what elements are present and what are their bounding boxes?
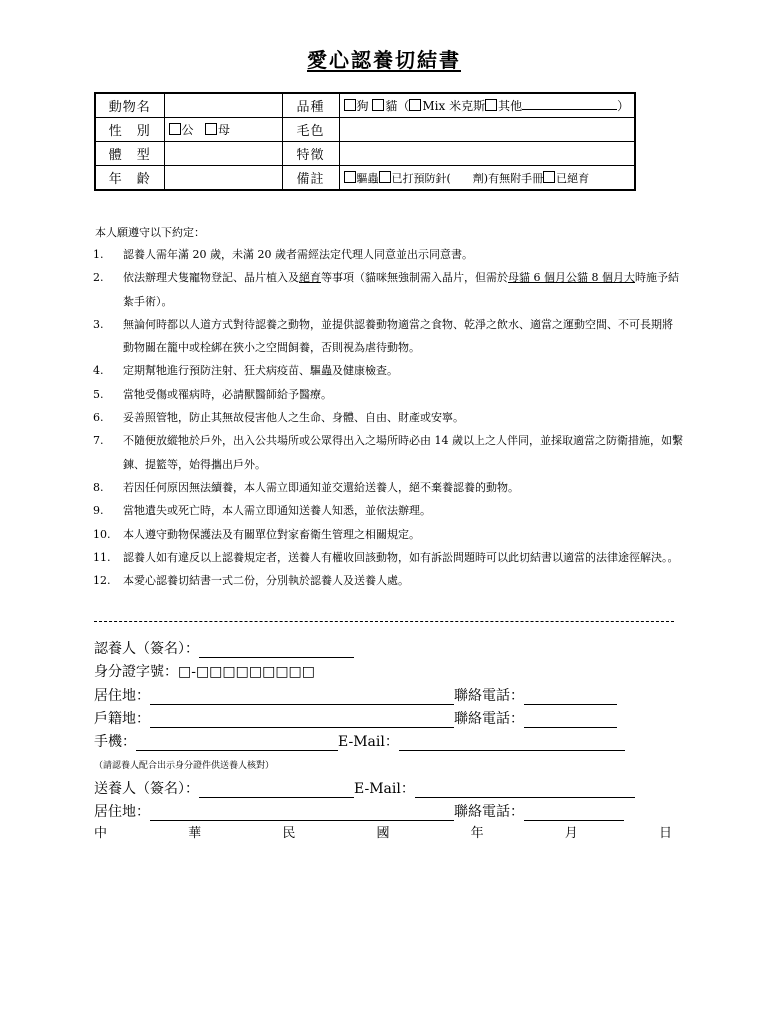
body-type-field[interactable] — [164, 142, 282, 166]
other-checkbox[interactable] — [485, 99, 497, 111]
female-checkbox[interactable] — [205, 123, 217, 135]
deworm-checkbox[interactable] — [344, 171, 356, 183]
rule-item: 10. 本人遵守動物保護法及有關單位對家畜衛生管理之相關規定。 — [93, 527, 420, 541]
adopter-signature-field[interactable] — [199, 643, 354, 658]
date-char: 年 — [470, 826, 484, 841]
id-number-boxes[interactable]: □-□□□□□□□□□ — [178, 664, 316, 680]
adopter-phone-field[interactable] — [524, 690, 617, 705]
remarks-field: 驅蟲 已打預防針( 劑)有無附手冊 已絕育 — [339, 166, 635, 191]
rule-item: 3. 無論何時都以人道方式對待認養之動物，並提供認養動物適當之食物、乾淨之飲水、適當之運動空間、不可長期將動物關在籠中或栓綁在狹小之空間飼養，否則視為虐待動物。 — [93, 317, 673, 355]
adopter-address-field[interactable] — [150, 690, 454, 705]
date-char: 月 — [564, 826, 578, 841]
breed-field: 狗 貓（ Mix 米克斯 其他 ） — [339, 93, 635, 118]
date-char: 日 — [658, 826, 672, 841]
sender-address-row: 居住地： 聯絡電話： — [94, 801, 624, 821]
date-char: 中 — [94, 826, 108, 841]
fur-color-field[interactable] — [339, 118, 635, 142]
document-title: 愛心認養切結書 — [307, 48, 461, 72]
other-breed-line[interactable] — [522, 109, 617, 110]
rule-item: 4. 定期幫牠進行預防注射、狂犬病疫苗、驅蟲及健康檢查。 — [93, 364, 398, 378]
features-label: 特徵 — [282, 142, 339, 166]
rule-item: 2. 依法辦理犬隻寵物登記、晶片植入及絕育等事項（貓咪無強制需入晶片，但需於母貓 6 個月公貓 8 個月大時施予結紮手術）。 — [93, 271, 679, 308]
rule-item: 9. 當牠遺失或死亡時，本人需立即通知送養人知悉，並依法辦理。 — [93, 504, 431, 518]
sender-phone-field[interactable] — [524, 806, 624, 821]
rule-item: 6. 妥善照管牠，防止其無故侵害他人之生命、身體、自由、財產或安寧。 — [93, 411, 464, 425]
adopter-email-field[interactable] — [399, 736, 625, 751]
rule-item: 1. 認養人需年滿 20 歲，未滿 20 歲者需經法定代理人同意並出示同意書。 — [93, 248, 473, 261]
body-type-label: 體 型 — [95, 142, 164, 166]
sender-address-field[interactable] — [150, 806, 454, 821]
adopter-mobile-row: 手機： E-Mail： — [94, 731, 625, 751]
animal-name-label: 動物名 — [95, 93, 164, 118]
dog-checkbox[interactable] — [344, 99, 356, 111]
mix-checkbox[interactable] — [409, 99, 421, 111]
sender-signature-field[interactable] — [199, 783, 354, 798]
adopter-registered-address-field[interactable] — [150, 713, 454, 728]
sender-sign-row: 送養人（簽名）： E-Mail： — [94, 778, 635, 798]
age-field[interactable] — [164, 166, 282, 191]
adopter-sign-row: 認養人（簽名）： — [94, 638, 354, 658]
animal-name-field[interactable] — [164, 93, 282, 118]
male-checkbox[interactable] — [169, 123, 181, 135]
adopter-mobile-field[interactable] — [136, 736, 338, 751]
gender-field: 公 母 — [164, 118, 282, 142]
neutered-checkbox[interactable] — [543, 171, 555, 183]
rules-list — [93, 243, 683, 592]
rule-item: 11. 認養人如有違反以上認養規定者，送養人有權收回該動物，如有訴訟問題時可以此切結書以適當的法律途徑解決。。 — [93, 550, 679, 564]
rule-item: 7. 不隨便放縱牠於戶外，出入公共場所或公眾得出入之場所時必由 14 歲以上之人伴同，並採取適當之防衛措施，如繫鍊、提籃等，始得攜出戶外。 — [93, 434, 683, 471]
adopter-registered-row: 戶籍地： 聯絡電話： — [94, 708, 617, 728]
sender-email-field[interactable] — [415, 783, 635, 798]
fur-color-label: 毛色 — [282, 118, 339, 142]
adopter-registered-phone-field[interactable] — [524, 713, 617, 728]
id-check-note: （請認養人配合出示身分證件供送養人核對） — [94, 761, 275, 771]
date-char: 國 — [376, 826, 390, 841]
remarks-label: 備註 — [282, 166, 339, 191]
cat-checkbox[interactable] — [372, 99, 384, 111]
adopter-address-row: 居住地： 聯絡電話： — [94, 685, 617, 705]
cut-line-divider — [94, 621, 674, 622]
age-label: 年 齡 — [95, 166, 164, 191]
adopter-id-row: 身分證字號：□-□□□□□□□□□ — [94, 664, 316, 680]
vaccine-checkbox[interactable] — [379, 171, 391, 183]
intro-text: 本人願遵守以下約定： — [95, 226, 205, 239]
date-char: 民 — [282, 826, 296, 841]
date-char: 華 — [188, 826, 202, 841]
rule-item: 12. 本愛心認養切結書一式二份，分別執於認養人及送養人處。 — [93, 574, 409, 588]
rule-item: 5. 當牠受傷或罹病時，必請獸醫師給予醫療。 — [93, 387, 332, 401]
date-row — [94, 822, 672, 841]
gender-label: 性 別 — [95, 118, 164, 142]
breed-label: 品種 — [282, 93, 339, 118]
rule-item: 8. 若因任何原因無法續養，本人需立即通知並交還給送養人，絕不棄養認養的動物。 — [93, 480, 519, 494]
animal-info-table — [94, 92, 636, 191]
features-field[interactable] — [339, 142, 635, 166]
